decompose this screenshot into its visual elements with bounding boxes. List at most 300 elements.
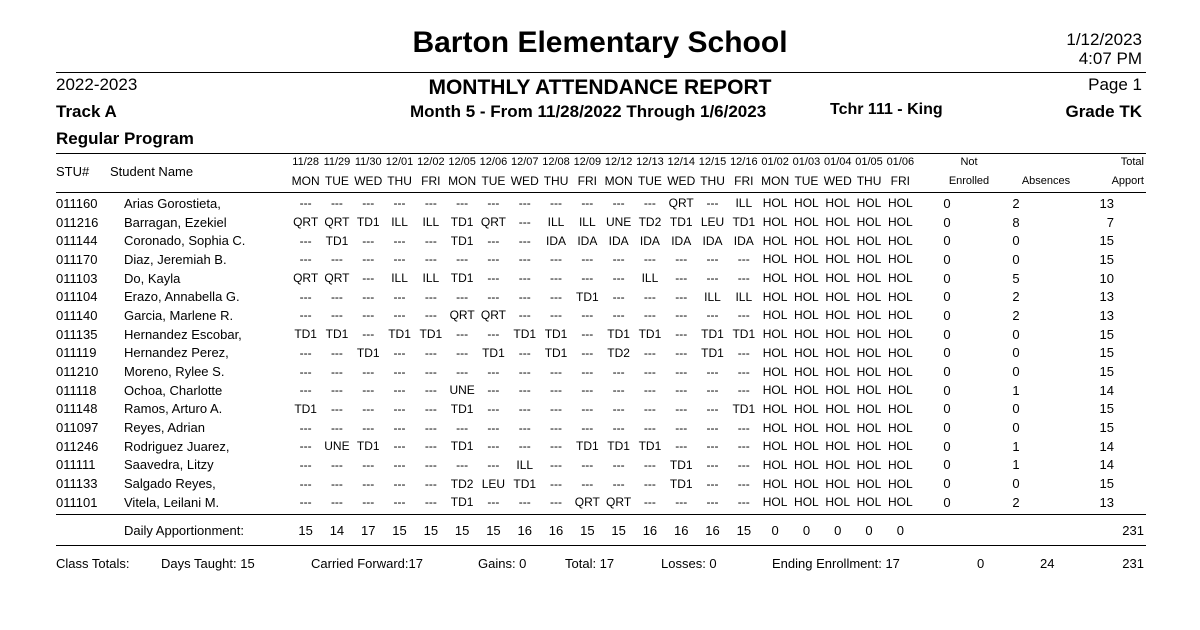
absence-count: 0 [1012,420,1020,436]
attendance-code: --- [299,196,312,211]
attendance-code: TD1 [450,271,474,286]
daily-apportionment-value: 0 [802,523,811,538]
student-name: Arias Gorostieta, [124,195,221,211]
attendance-code: TD1 [638,439,662,454]
attendance-code: --- [612,271,625,286]
attendance-code: --- [393,289,406,304]
col-header-absences: Absences [1021,175,1071,187]
weekday-label: FRI [734,174,754,188]
attendance-code: --- [737,383,750,398]
student-id: 011097 [56,420,99,436]
attendance-table [56,194,1114,512]
attendance-code: QRT [293,215,319,230]
date-column-header [603,153,634,191]
attendance-code: --- [299,476,312,491]
student-id: 011103 [56,270,98,286]
attendance-code: HOL [856,271,882,286]
attendance-code: --- [612,364,625,379]
attendance-code: --- [487,233,500,248]
date-label: 11/29 [323,156,351,168]
daily-apportionment-value: 16 [642,523,658,538]
attendance-code: --- [550,196,563,211]
absence-count: 0 [1012,364,1020,380]
date-column-header [760,153,791,191]
weekday-label: FRI [577,174,597,188]
col-header-name: Student Name [110,164,194,179]
daily-apportionment-label: Daily Apportionment: [124,523,244,538]
student-row [56,344,1114,363]
attendance-code: TD1 [732,327,756,342]
attendance-code: --- [362,383,375,398]
attendance-code: --- [362,476,375,491]
attendance-code: --- [487,495,500,510]
attendance-code: --- [550,271,563,286]
total-apportionment: 13 [1099,289,1114,305]
attendance-code: --- [581,196,594,211]
attendance-code: --- [299,457,312,472]
attendance-code: --- [612,457,625,472]
student-name: Do, Kayla [124,270,181,286]
attendance-code: --- [424,364,437,379]
attendance-code: HOL [825,420,851,435]
attendance-code: --- [487,196,500,211]
attendance-code: --- [518,233,531,248]
attendance-code: --- [675,439,688,454]
attendance-code: ILL [547,215,565,230]
total-apportionment: 14 [1099,382,1114,398]
student-row [56,269,1114,288]
class-totals-label: Class Totals: [56,556,130,571]
date-label: 12/02 [417,156,445,168]
attendance-code: TD1 [482,345,505,360]
attendance-code: QRT [449,308,475,323]
program: Regular Program [56,129,194,148]
daily-apportionment-value: 16 [517,523,532,538]
report-date: 1/12/2023 [1066,30,1142,49]
attendance-code: --- [393,495,406,510]
absence-count: 2 [1012,307,1020,323]
date-column-header [666,153,697,191]
attendance-code: HOL [794,215,819,230]
daily-apportionment-value: 16 [705,523,720,538]
attendance-code: HOL [825,495,851,510]
attendance-code: --- [706,383,719,398]
attendance-code: --- [330,289,343,304]
attendance-code: HOL [794,401,819,416]
student-id: 011118 [56,382,97,398]
daily-apportionment-value: 15 [392,523,407,538]
date-label: 12/16 [730,156,758,168]
attendance-code: ILL [391,271,408,286]
not-enrolled-count: 0 [943,214,951,230]
not-enrolled-count: 0 [943,401,951,417]
attendance-code: HOL [825,196,851,211]
attendance-code: HOL [887,364,913,379]
student-name: Vitela, Leilani M. [124,494,220,510]
date-column-header [321,153,352,191]
student-name: Ramos, Arturo A. [124,401,223,417]
attendance-code: QRT [574,495,600,510]
total-apportionment: 15 [1099,420,1114,436]
attendance-code: --- [362,289,375,304]
student-name: Hernandez Perez, [124,345,229,361]
attendance-code: --- [456,345,469,360]
attendance-code: QRT [480,308,506,323]
attendance-code: HOL [856,308,882,323]
attendance-code: ILL [578,215,596,230]
attendance-code: --- [299,345,312,360]
attendance-code: --- [424,401,437,416]
date-column-header [384,153,415,191]
attendance-code: TD1 [356,439,380,454]
attendance-code: --- [299,439,312,454]
attendance-code: --- [487,439,500,454]
attendance-code: --- [393,308,406,323]
attendance-code: --- [612,401,625,416]
attendance-code: IDA [546,233,567,248]
attendance-code: HOL [825,289,851,304]
attendance-code: HOL [856,196,882,211]
weekday-label: MON [604,174,633,188]
attendance-code: IDA [702,233,723,248]
attendance-code: HOL [794,495,819,510]
date-label: 12/15 [698,156,727,168]
weekday-label: WED [667,174,696,188]
attendance-code: --- [643,308,656,323]
attendance-code: --- [550,383,563,398]
attendance-code: --- [424,196,437,211]
track: Track A [56,102,117,121]
attendance-code: TD1 [325,233,349,248]
total-apportionment: 15 [1099,476,1114,492]
not-enrolled-count: 0 [943,364,951,380]
attendance-code: --- [393,476,406,491]
attendance-code: --- [487,327,500,342]
daily-apportionment-value: 15 [298,523,313,538]
attendance-code: --- [643,345,656,360]
columns-bottom-divider [56,192,1146,193]
student-row [56,418,1114,437]
date-label: 12/01 [385,156,414,168]
page-number: Page 1 [1088,75,1142,94]
attendance-code: HOL [762,289,788,304]
attendance-code: TD1 [388,327,411,342]
attendance-code: --- [362,401,375,416]
attendance-code: HOL [825,401,851,416]
attendance-code: LEU [700,215,725,230]
attendance-code: HOL [856,383,882,398]
attendance-code: --- [424,439,437,454]
attendance-code: --- [393,439,406,454]
weekday-label: WED [354,174,383,188]
attendance-code: --- [393,383,406,398]
attendance-code: HOL [856,495,882,510]
attendance-code: HOL [794,252,819,267]
attendance-code: HOL [856,233,882,248]
date-column-header [728,153,759,191]
student-row [56,362,1114,381]
attendance-code: --- [393,196,406,211]
date-label: 11/28 [292,156,319,168]
attendance-code: --- [643,364,656,379]
attendance-code: HOL [856,364,882,379]
not-enrolled-count: 0 [943,326,951,342]
student-row [56,194,1114,213]
attendance-code: HOL [887,383,913,398]
student-id: 011140 [56,307,98,323]
attendance-code: --- [330,252,343,267]
attendance-code: QRT [480,215,506,230]
attendance-code: --- [550,476,563,491]
date-column-header [697,153,728,191]
attendance-code: HOL [762,495,788,510]
student-row [56,306,1114,325]
attendance-code: --- [675,345,688,360]
grid-bottom-divider [56,514,1146,515]
attendance-code: HOL [825,383,851,398]
attendance-code: HOL [762,401,788,416]
attendance-code: --- [299,383,312,398]
attendance-code: --- [675,308,688,323]
attendance-code: QRT [606,495,632,510]
attendance-code: TD1 [701,345,724,360]
attendance-code: HOL [794,289,819,304]
absence-count: 2 [1012,195,1020,211]
attendance-code: --- [518,308,531,323]
attendance-code: TD2 [607,345,630,360]
attendance-code: --- [424,383,437,398]
attendance-code: TD1 [450,215,474,230]
attendance-code: --- [737,271,750,286]
attendance-code: --- [706,476,719,491]
attendance-code: --- [518,289,531,304]
attendance-code: HOL [762,215,788,230]
weekday-label: WED [823,174,852,188]
student-id: 011210 [56,364,99,380]
not-enrolled-count: 0 [943,251,951,267]
attendance-code: --- [518,345,531,360]
attendance-code: --- [518,271,531,286]
attendance-code: --- [424,457,437,472]
absence-count: 8 [1012,214,1020,230]
date-column-header [478,153,509,191]
attendance-code: HOL [794,439,819,454]
attendance-code: HOL [825,252,851,267]
attendance-code: HOL [794,233,819,248]
days-taught: Days Taught: 15 [161,556,255,571]
attendance-code: HOL [825,233,851,248]
attendance-code: --- [550,457,563,472]
attendance-code: IDA [733,233,754,248]
total-apportionment: 13 [1099,307,1114,323]
attendance-code: HOL [794,364,819,379]
daily-apportionment-value: 15 [580,523,595,538]
attendance-code: HOL [762,327,788,342]
attendance-code: HOL [825,308,851,323]
attendance-code: TD2 [638,215,662,230]
attendance-code: --- [299,233,312,248]
attendance-code: --- [362,364,375,379]
date-column-header [415,153,446,191]
attendance-code: --- [737,308,750,323]
attendance-code: --- [675,289,688,304]
attendance-code: HOL [887,495,913,510]
attendance-code: --- [518,215,531,230]
attendance-code: --- [581,401,594,416]
attendance-code: HOL [887,439,913,454]
date-label: 12/09 [573,156,602,168]
daily-apportionment-value: 15 [736,523,752,538]
attendance-code: HOL [762,308,788,323]
absence-count: 0 [1012,345,1020,361]
attendance-code: --- [362,271,375,286]
attendance-code: --- [675,364,688,379]
attendance-code: --- [330,457,343,472]
student-name: Diaz, Jeremiah B. [124,251,227,267]
attendance-code: --- [612,252,625,267]
weekday-label: TUE [481,174,506,188]
date-column-header [509,153,540,191]
attendance-code: --- [737,252,750,267]
attendance-code: --- [581,327,594,342]
attendance-code: HOL [794,345,819,360]
not-enrolled-count: 0 [943,476,951,492]
attendance-code: --- [424,233,437,248]
attendance-code: HOL [762,383,788,398]
attendance-code: TD1 [669,476,693,491]
weekday-label: THU [543,174,569,188]
attendance-code: TD1 [325,327,349,342]
not-enrolled-count: 0 [943,438,951,454]
attendance-code: ILL [704,289,721,304]
attendance-code: TD1 [607,327,630,342]
school-name: Barton Elementary School [412,26,788,59]
attendance-code: IDA [608,233,629,248]
attendance-code: HOL [762,439,788,454]
date-column-header [540,153,571,191]
attendance-code: --- [643,196,656,211]
attendance-code: --- [487,289,500,304]
attendance-code: HOL [887,196,913,211]
daily-apportionment-value: 17 [361,523,376,538]
col-header-total-apport: Total Apport [1111,156,1144,187]
attendance-code: --- [456,457,469,472]
attendance-code: --- [424,289,437,304]
attendance-code: UNE [449,383,475,398]
attendance-code: --- [424,345,437,360]
attendance-code: --- [737,345,750,360]
attendance-code: --- [612,383,625,398]
grade: Grade TK [1065,102,1142,121]
total-apportionment: 15 [1099,345,1114,361]
daily-apportionment-total: 231 [1122,523,1144,538]
weekday-label: THU [700,174,725,188]
attendance-code: QRT [668,196,694,211]
attendance-code: ILL [641,271,659,286]
attendance-code: --- [362,457,375,472]
attendance-code: HOL [887,215,913,230]
attendance-code: HOL [794,383,819,398]
attendance-code: --- [643,476,656,491]
total-apportionment: 14 [1099,457,1114,473]
attendance-code: --- [518,383,531,398]
attendance-code: QRT [324,271,350,286]
attendance-code: --- [581,457,594,472]
absence-count: 5 [1012,270,1020,286]
attendance-code: --- [550,364,563,379]
date-column-header [572,153,603,191]
student-row [56,213,1114,232]
attendance-code: HOL [887,345,913,360]
daily-apportionment-value: 0 [865,523,873,538]
attendance-code: HOL [762,271,788,286]
attendance-code: HOL [887,289,913,304]
losses: Losses: 0 [661,556,717,571]
attendance-code: HOL [856,289,882,304]
daily-apportionment-value: 0 [896,523,904,538]
attendance-code: --- [675,420,688,435]
attendance-code: --- [393,233,406,248]
attendance-code: HOL [794,308,819,323]
attendance-code: --- [706,401,719,416]
attendance-code: HOL [856,476,882,491]
attendance-code: TD1 [607,439,630,454]
student-name: Coronado, Sophia C. [124,233,246,249]
student-id: 011216 [56,214,99,230]
absence-count: 2 [1012,289,1020,305]
attendance-code: --- [706,495,719,510]
attendance-code: HOL [887,252,913,267]
attendance-code: --- [424,420,437,435]
absence-count: 1 [1012,438,1020,454]
attendance-code: --- [362,495,375,510]
teacher: Tchr 111 - King [830,101,943,118]
attendance-code: --- [299,308,312,323]
student-row [56,400,1114,419]
attendance-code: --- [550,252,563,267]
attendance-code: --- [330,345,343,360]
attendance-code: --- [393,364,406,379]
attendance-code: ILL [391,215,408,230]
attendance-code: HOL [887,476,913,491]
student-row [56,493,1114,512]
attendance-code: --- [706,364,719,379]
attendance-code: --- [737,439,750,454]
attendance-code: --- [643,420,656,435]
attendance-code: --- [581,252,594,267]
absence-count: 0 [1012,401,1020,417]
col-header-stu: STU# [56,164,90,179]
attendance-code: HOL [856,439,882,454]
attendance-code: TD1 [450,233,474,248]
header-divider [56,72,1146,73]
attendance-code: --- [487,271,500,286]
attendance-code: --- [330,308,343,323]
total-apportionment: 10 [1099,270,1114,286]
daily-apportionment-value: 0 [771,523,779,538]
attendance-code: HOL [794,327,819,342]
attendance-code: --- [706,420,719,435]
attendance-code: LEU [481,476,506,491]
attendance-code: --- [424,252,437,267]
totals-not-enrolled: 0 [977,556,985,571]
absence-count: 1 [1012,457,1020,473]
attendance-code: --- [612,420,625,435]
attendance-code: HOL [825,457,851,472]
attendance-code: --- [550,495,563,510]
attendance-code: HOL [762,345,788,360]
attendance-code: HOL [825,476,851,491]
